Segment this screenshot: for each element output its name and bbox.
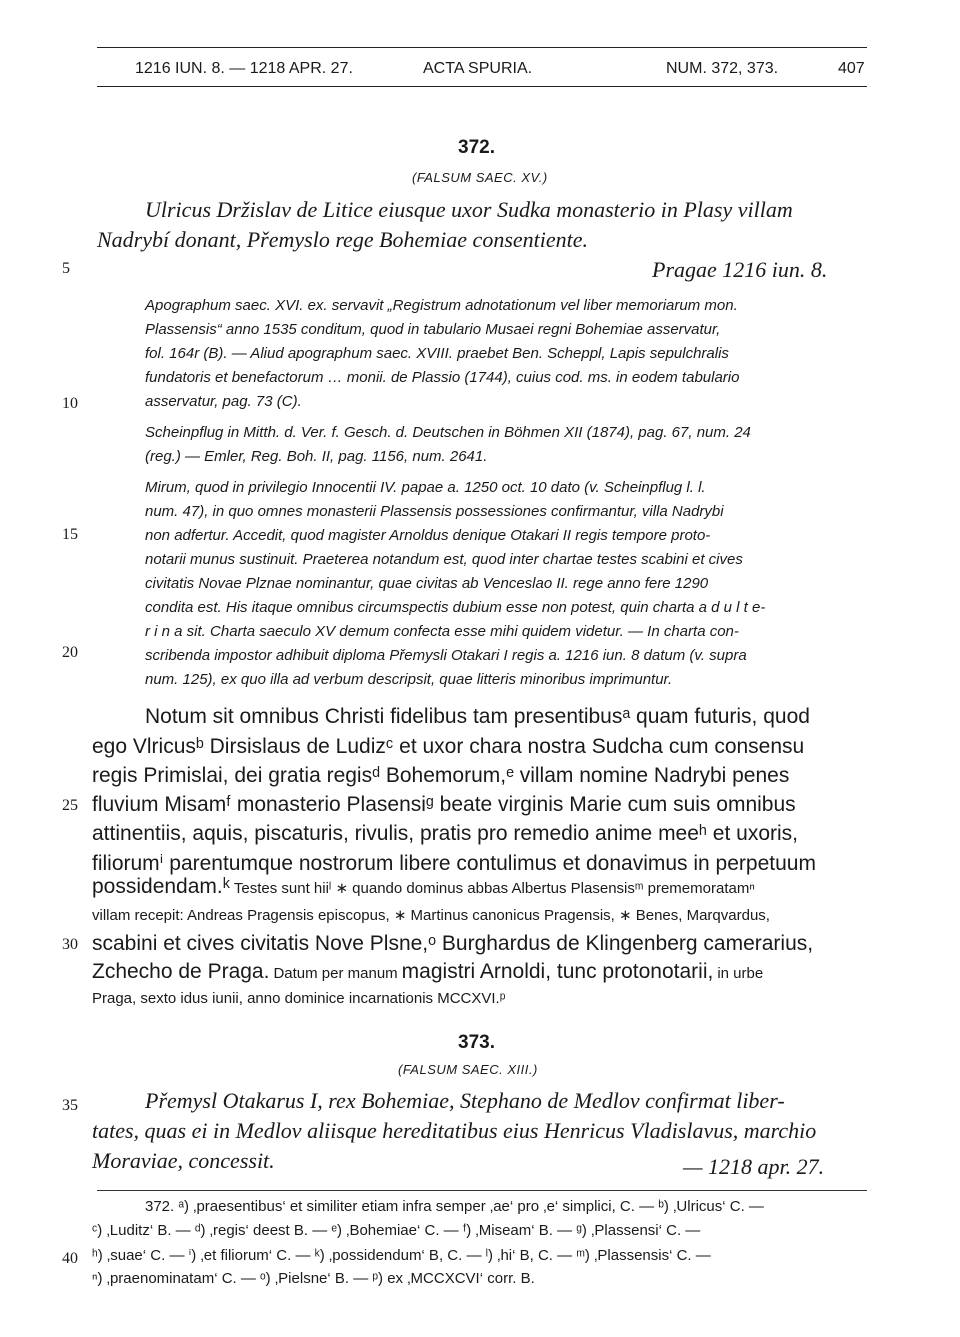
doc372-note-line: num. 47), in quo omnes monasterii Plassensis possessiones confirmantur, villa Nadrybi [145,503,724,520]
doc372-note-line: non adfertur. Accedit, quod magister Arnoldus denique Otakari II regis tempore proto- [145,527,711,544]
line-number: 25 [62,797,78,814]
doc372-text-line: fluvium Misamᶠ monasterio Plasensiᵍ beate virginis Marie cum suis omnibus [92,793,796,816]
footnote-line: ʰ) ‚suae‘ C. — ⁱ) ‚et filiorum‘ C. — ᵏ) ‚possidendum‘ B, C. — ˡ) ‚hi‘ B, C. — ᵐ) ‚Plassensis‘ C. — [92,1247,711,1264]
doc372-note-line: fundatoris et benefactorum … monii. de Plassio (1744), cuius cod. ms. in eodem tabulario [145,369,740,386]
line-number: 30 [62,936,78,953]
doc372-text-line: villam recepit: Andreas Pragensis episcopus, ∗ Martinus canonicus Pragensis, ∗ Benes, Marqvardus, [92,907,770,924]
doc372-regest-line: Nadrybí donant, Přemyslo rege Bohemiae consentiente. [97,227,589,252]
doc372-note-line: Mirum, quod in privilegio Innocentii IV. papae a. 1250 oct. 10 dato (v. Scheinpflug l. l. [145,479,706,496]
text-fragment: possidendam.ᵏ [92,875,230,898]
doc373-number: 373. [458,1032,495,1053]
doc372-text-line: scabini et cives civitatis Nove Plsne,ᵒ Burghardus de Klingenberg camerarius, [92,932,814,955]
doc372-regest-line: Ulricus Držislav de Litice eiusque uxor Sudka monasterio in Plasy villam [145,197,793,222]
doc372-place-date: Pragae 1216 iun. 8. [652,257,828,282]
doc373-regest-line: Moraviae, concessit. [92,1148,275,1173]
text-fragment: magistri Arnoldi, tunc protonotarii, [401,960,714,983]
doc373-falsum: (FALSUM SAEC. XIII.) [398,1062,538,1077]
doc372-text-line: ego Vlricusᵇ Dirsislaus de Ludizᶜ et uxor chara nostra Sudcha cum consensu [92,735,805,758]
doc372-note-line: num. 125), ex quo illa ad verbum descripsit, quae litteris minoribus imprimuntur. [145,671,673,688]
doc372-note-line: Apographum saec. XVI. ex. servavit „Registrum adnotationum vel liber memoriarum mon. [145,297,738,314]
header-date-range: 1216 IUN. 8. — 1218 APR. 27. [135,60,353,77]
doc372-note-line: Scheinpflug in Mitth. d. Ver. f. Gesch. d. Deutschen in Böhmen XII (1874), pag. 67, num. 24 [145,424,751,441]
doc372-text-line: attinentiis, aquis, piscaturis, rivulis, pratis pro remedio anime meeʰ et uxoris, [92,822,799,845]
doc372-note-line: civitatis Novae Plznae nominantur, quae civitas ab Venceslao II. rege anno fere 1290 [145,575,709,592]
header-section: ACTA SPURIA. [423,60,533,77]
text-fragment: Testes sunt hiiˡ ∗ quando dominus abbas Albertus Plasensisᵐ prememoratamⁿ [233,880,755,897]
doc372-note-line: scribenda impostor adhibuit diploma Přemysli Otakari I regis a. 1216 iun. 8 datum (v. supra [145,647,747,664]
footnote-line: ⁿ) ‚praenominatam‘ C. — ᵒ) ‚Pielsne‘ B. — ᵖ) ex ‚MCCXCVI‘ corr. B. [92,1270,535,1287]
doc372-text-line [92,960,763,984]
doc372-falsum: (FALSUM SAEC. XV.) [412,170,548,185]
doc372-text-line [92,875,755,899]
footnote-line: ᶜ) ‚Luditz‘ B. — ᵈ) ‚regis‘ deest B. — ᵉ) ‚Bohemiae‘ C. — ᶠ) ‚Miseam‘ B. — ᵍ) ‚Plassensi‘ C. — [92,1222,701,1239]
doc372-text-line: Notum sit omnibus Christi fidelibus tam presentibusᵃ quam futuris, quod [145,705,810,728]
doc373-regest-line: Přemysl Otakarus I, rex Bohemiae, Stephano de Medlov confirmat liber- [145,1088,785,1113]
line-number: 5 [62,260,70,277]
doc372-text-line: filiorumⁱ parentumque nostrorum libere contulimus et donavimus in perpetuum [92,852,816,875]
doc372-note-line: Plassensis“ anno 1535 conditum, quod in tabulario Musaei regni Bohemiae asservatur, [145,321,721,338]
line-number: 40 [62,1250,78,1267]
line-number: 20 [62,644,78,661]
header-rule-top [97,47,867,48]
doc373-regest-line: tates, quas ei in Medlov aliisque hereditatibus eius Henricus Vladislavus, marchio [92,1118,817,1143]
doc372-note-line: fol. 164r (B). — Aliud apographum saec. XVIII. praebet Ben. Scheppl, Lapis sepulchralis [145,345,729,362]
line-number: 35 [62,1097,78,1114]
footnote-line: 372. ᵃ) ‚praesentibus‘ et similiter etiam infra semper ‚ae‘ pro ‚e‘ simplici, C. — ᵇ) ‚Ulricus‘ C. — [145,1198,764,1215]
doc372-number: 372. [458,137,495,158]
doc372-note-line: r i n a sit. Charta saeculo XV demum confecta esse mihi quidem videtur. — In charta con- [145,623,739,640]
header-rule-bottom [97,86,867,87]
header-numbers: NUM. 372, 373. [666,60,779,77]
doc372-note-line: (reg.) — Emler, Reg. Boh. II, pag. 1156, num. 2641. [145,448,488,465]
header-page-number: 407 [838,60,865,77]
doc372-note-line: notarii munus sustinuit. Praeterea notandum est, quod inter chartae testes scabini et cives [145,551,743,568]
text-fragment: Zchecho de Praga. [92,960,270,983]
line-number: 10 [62,395,78,412]
doc372-text-line: Praga, sexto idus iunii, anno dominice incarnationis MCCXVI.ᵖ [92,990,506,1007]
doc372-text-line: regis Primislai, dei gratia regisᵈ Bohemorum,ᵉ villam nomine Nadrybi penes [92,764,790,787]
doc372-note-line: condita est. His itaque omnibus circumspectis dubium esse non potest, quin charta a d u l t e- [145,599,766,616]
doc373-date: — 1218 apr. 27. [683,1154,825,1179]
doc372-note-line: asservatur, pag. 73 (C). [145,393,302,410]
line-number: 15 [62,526,78,543]
text-fragment: in urbe [717,965,764,982]
footnote-rule [97,1190,867,1191]
text-fragment: Datum per manum [273,965,398,982]
